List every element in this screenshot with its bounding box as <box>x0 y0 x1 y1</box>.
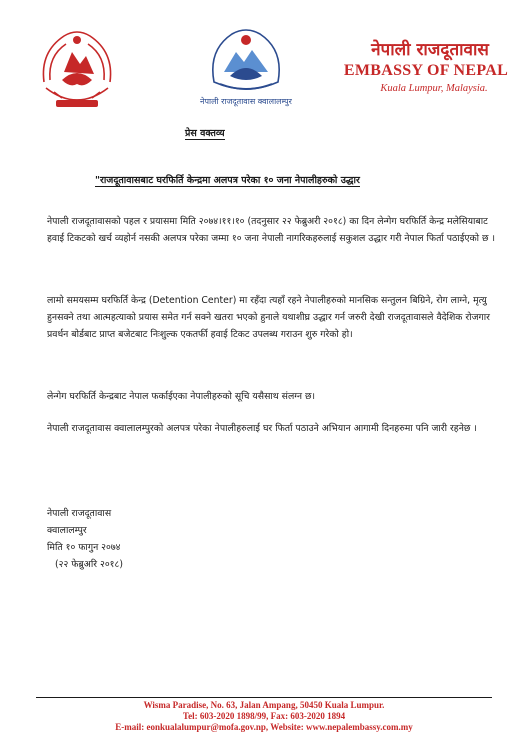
embassy-name-english: EMBASSY OF NEPAL <box>343 62 509 79</box>
letter-footer <box>36 700 492 733</box>
embassy-letterhead <box>345 40 515 96</box>
signature-date: मिति १० फागुन २०७४ <box>47 542 121 553</box>
embassy-seal-icon <box>200 20 292 100</box>
signature-line: नेपाली राजदूतावास <box>47 508 112 519</box>
signature-date-ad: (२२ फेब्रुअरि २०१८) <box>55 559 123 570</box>
document-subheading: "राजदूतावासबाट घरफिर्ति केन्द्रमा अलपत्र परेका १० जना नेपालीहरुको उद्धार <box>95 175 360 186</box>
body-paragraph: लामो समयसम्म घरफिर्ति केन्द्र (Detention Center) मा रहँदा त्यहाँ रहने नेपालीहरुको मानसिक सन्तुलन बिग्रिने, रोग लाग्ने, मृत्यु हुनसक्ने तथा आत्महत्याको प्रयास समेत गर्न सक्ने खतरा भएको हुनाले यथाशीघ्र उद्धार गर्न जरुरी देखी राजदूतावासले वैदेशिक रोजगार प्रवर्धन बोर्डबाट प्राप्त बजेटबाट निःशुल्क एकतर्फी हवाई टिकट उपलब्ध गराउन शुरु गरेको हो। <box>47 295 490 340</box>
footer-divider <box>36 697 492 698</box>
footer-address: Wisma Paradise, No. 63, Jalan Ampang, 50450 Kuala Lumpur. <box>143 700 385 710</box>
signature-line: क्वालालम्पुर <box>47 525 87 536</box>
nepal-emblem-icon <box>34 22 120 114</box>
body-paragraph: नेपाली राजदूतावासको पहल र प्रयासमा मिति २०७४।११।१० (तदनुसार २२ फेब्रुअरी २०१८) का दिन लेन्गेग घरफिर्ति केन्द्र मलेसियाबाट हवाई टिकटको खर्च व्यहोर्न नसकी अलपत्र परेका जम्मा १० जना नेपाली नागरिकहरुलाई सकुशल उद्धार गरी नेपाल फिर्ता पठाईएको छ । <box>47 216 496 244</box>
signature-block <box>47 505 123 573</box>
document-heading: प्रेस वक्तव्य <box>185 128 225 139</box>
body-paragraph: लेन्गेग घरफिर्ति केन्द्रबाट नेपाल फर्काईएका नेपालीहरुको सूचि यसैसाथ संलग्न छ। <box>47 391 316 402</box>
body-paragraph: नेपाली राजदूतावास क्वालालम्पुरको अलपत्र परेका नेपालीहरुलाई घर फिर्ता पठाउने अभियान आगामी दिनहरुमा पनि जारी रहनेछ । <box>47 423 477 434</box>
footer-contact: E-mail: eonkualalumpur@mofa.gov.np, Website: www.nepalembassy.com.my <box>115 722 413 732</box>
embassy-location: Kuala Lumpur, Malaysia. <box>380 83 488 94</box>
footer-phone: Tel: 603-2020 1898/99, Fax: 603-2020 1894 <box>182 711 346 721</box>
embassy-name-nepali: नेपाली राजदूतावास <box>371 40 489 60</box>
seal-caption: नेपाली राजदूतावास क्वालालम्पुर <box>200 97 292 106</box>
